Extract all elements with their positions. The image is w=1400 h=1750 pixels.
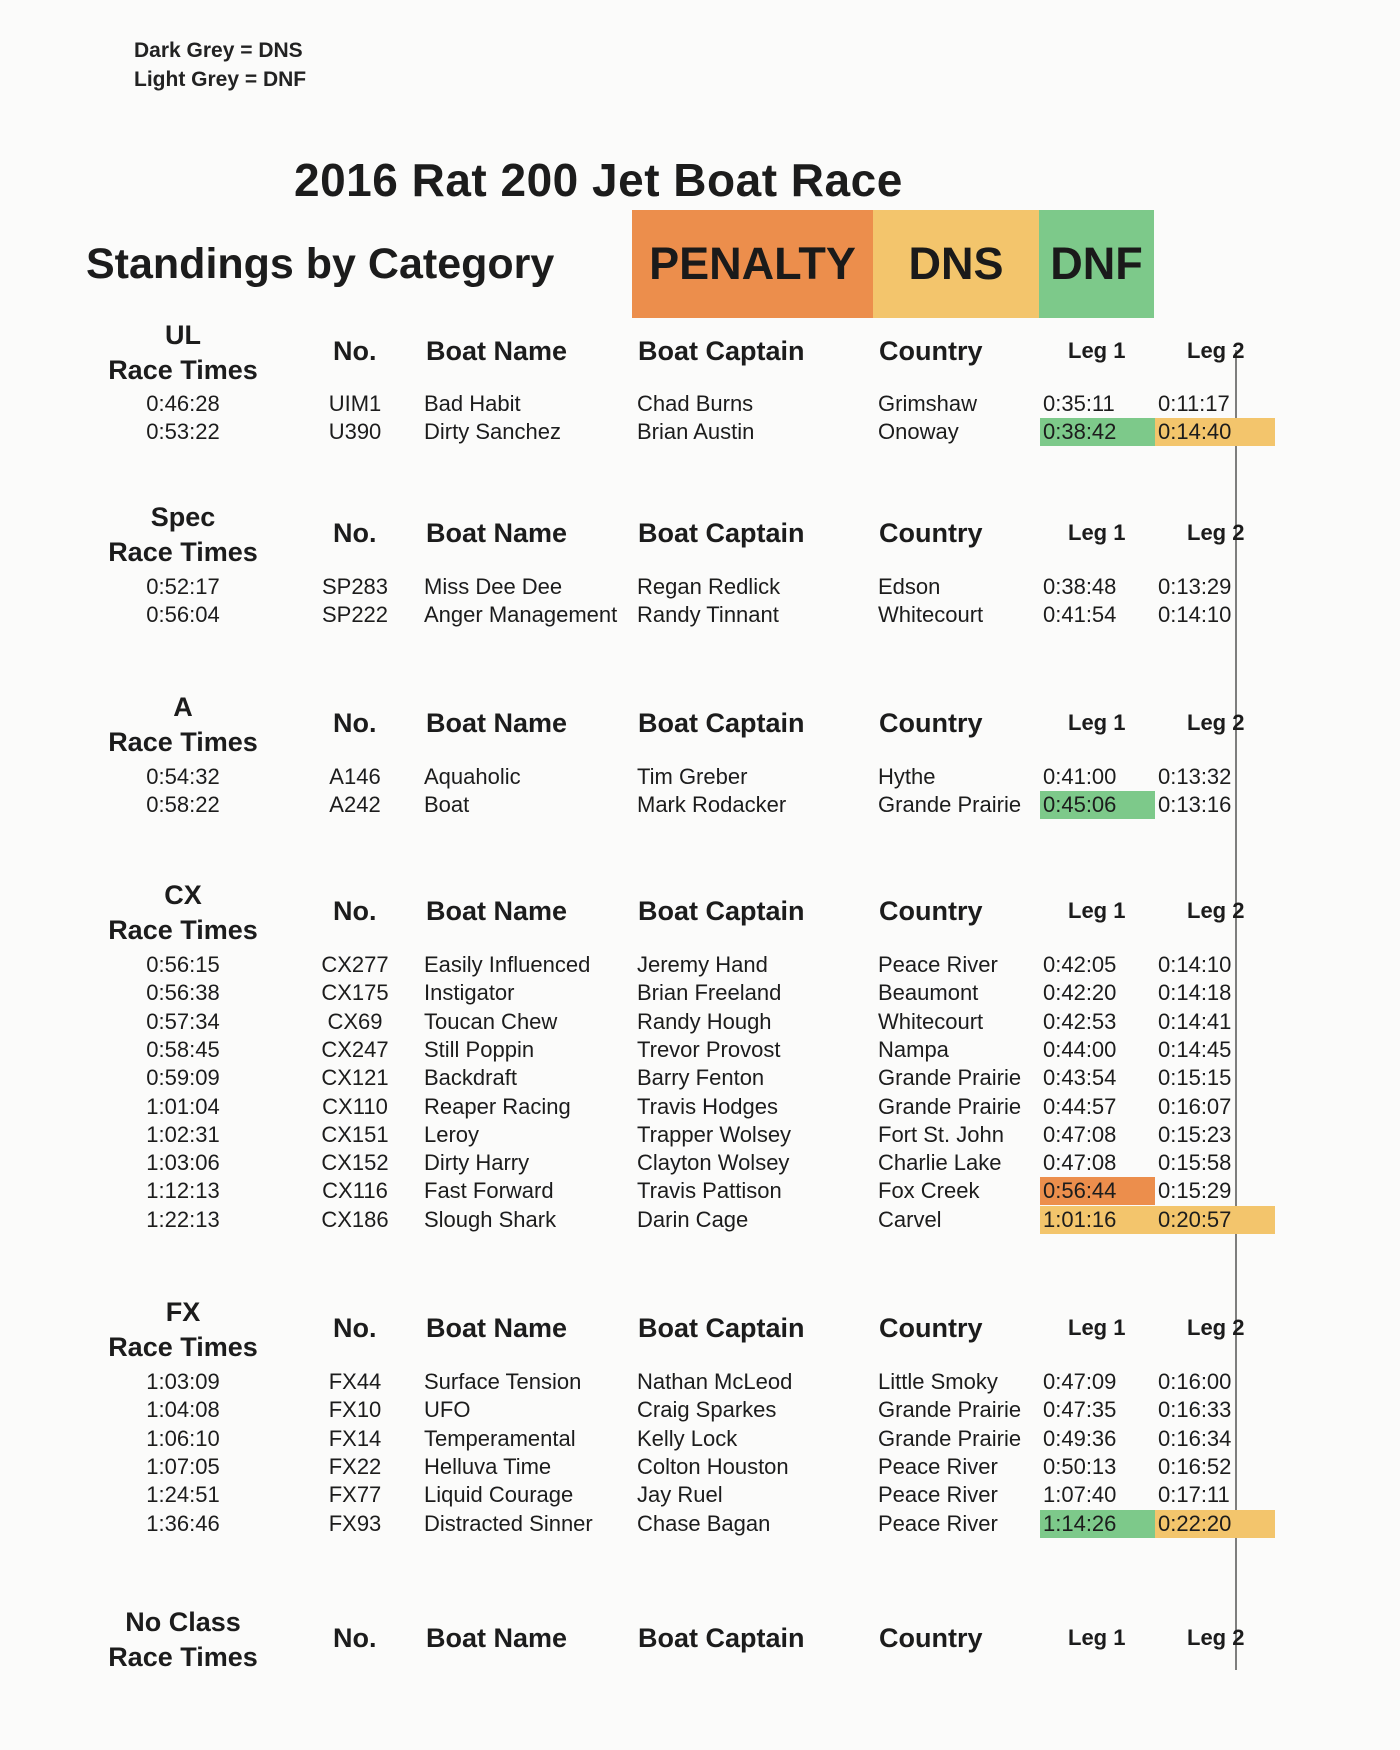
leg-1-time: 0:45:06 — [1040, 791, 1155, 819]
header-boat-name: Boat Name — [426, 1623, 568, 1653]
header-leg-1: Leg 1 — [1068, 1315, 1126, 1340]
key-dnf: DNF — [1039, 210, 1154, 318]
header-no: No. — [333, 518, 377, 548]
header-leg-1: Leg 1 — [1068, 338, 1126, 363]
country: Fort St. John — [878, 1122, 1004, 1147]
country: Peace River — [878, 952, 998, 977]
leg-1-time: 1:14:26 — [1040, 1510, 1155, 1538]
leg-2-time: 0:20:57 — [1155, 1206, 1275, 1234]
race-time: 1:22:13 — [146, 1207, 220, 1232]
boat-captain: Brian Austin — [637, 419, 755, 444]
boat-name: Helluva Time — [424, 1454, 552, 1479]
header-country: Country — [879, 708, 983, 738]
header-boat-name: Boat Name — [426, 896, 568, 926]
leg-2-time: 0:11:17 — [1158, 391, 1230, 416]
category-name: A — [173, 692, 193, 722]
header-leg-2: Leg 2 — [1187, 520, 1245, 545]
leg-1-time: 0:47:35 — [1043, 1397, 1117, 1422]
legend-note — [134, 36, 306, 94]
boat-number: U390 — [328, 419, 382, 444]
leg-2-time: 0:15:58 — [1158, 1150, 1232, 1175]
header-boat-name: Boat Name — [426, 1313, 568, 1343]
boat-number: FX14 — [328, 1426, 382, 1451]
table-row — [0, 1036, 1400, 1064]
country: Carvel — [878, 1207, 942, 1232]
header-no: No. — [333, 1623, 377, 1653]
table-row — [0, 1121, 1400, 1149]
header-country: Country — [879, 896, 983, 926]
boat-name: Bad Habit — [424, 391, 521, 416]
header-boat-captain: Boat Captain — [638, 1623, 805, 1653]
country: Grande Prairie — [878, 792, 1022, 817]
leg-2-time: 0:14:10 — [1158, 952, 1232, 977]
race-time: 0:53:22 — [146, 419, 220, 444]
country: Whitecourt — [878, 602, 984, 627]
race-time: 0:56:38 — [146, 980, 220, 1005]
table-row — [0, 573, 1400, 601]
leg-2-time: 0:13:29 — [1158, 574, 1232, 599]
table-row — [0, 1453, 1400, 1481]
category-name: No Class — [125, 1607, 241, 1637]
legend-note-dns: Dark Grey = DNS — [134, 39, 303, 62]
boat-captain: Chad Burns — [637, 391, 754, 416]
leg-1-time: 0:47:09 — [1043, 1369, 1117, 1394]
boat-captain: Kelly Lock — [637, 1426, 738, 1451]
table-row — [0, 1177, 1400, 1205]
header-leg-1: Leg 1 — [1068, 710, 1126, 735]
race-time: 0:56:15 — [146, 952, 220, 977]
boat-number: FX22 — [328, 1454, 382, 1479]
country: Beaumont — [878, 980, 979, 1005]
header-leg-2: Leg 2 — [1187, 1315, 1245, 1340]
boat-captain: Brian Freeland — [637, 980, 782, 1005]
leg-1-time: 0:44:57 — [1043, 1094, 1117, 1119]
boat-captain: Craig Sparkes — [637, 1397, 777, 1422]
boat-number: UIM1 — [328, 391, 382, 416]
race-times-label: Race Times — [108, 355, 258, 385]
boat-name: Dirty Sanchez — [424, 419, 561, 444]
country: Grande Prairie — [878, 1094, 1022, 1119]
boat-captain: Regan Redlick — [637, 574, 781, 599]
leg-2-time: 0:13:16 — [1158, 792, 1232, 817]
boat-name: Dirty Harry — [424, 1150, 530, 1175]
boat-name: Fast Forward — [424, 1178, 554, 1203]
header-country: Country — [879, 518, 983, 548]
header-boat-captain: Boat Captain — [638, 336, 805, 366]
legend-note-dnf: Light Grey = DNF — [134, 68, 307, 91]
table-row — [0, 1064, 1400, 1092]
race-time: 1:03:06 — [146, 1150, 220, 1175]
category-label — [90, 1295, 276, 1365]
category-label — [90, 500, 276, 570]
header-no: No. — [333, 1313, 377, 1343]
boat-name: Miss Dee Dee — [424, 574, 563, 599]
header-boat-captain: Boat Captain — [638, 896, 805, 926]
header-boat-name: Boat Name — [426, 336, 568, 366]
leg-1-time: 0:42:20 — [1043, 980, 1117, 1005]
leg-2-time: 0:16:33 — [1158, 1397, 1232, 1422]
leg-2-time: 0:15:29 — [1158, 1178, 1232, 1203]
category-label — [90, 690, 276, 760]
race-time: 1:36:46 — [146, 1511, 220, 1536]
leg-1-time: 0:47:08 — [1043, 1150, 1117, 1175]
leg-1-time: 0:41:54 — [1043, 602, 1117, 627]
header-leg-2: Leg 2 — [1187, 338, 1245, 363]
boat-captain: Barry Fenton — [637, 1065, 765, 1090]
boat-name: Toucan Chew — [424, 1009, 558, 1034]
race-time: 1:07:05 — [146, 1454, 220, 1479]
table-row — [0, 601, 1400, 629]
boat-number: CX175 — [321, 980, 389, 1005]
category-label — [90, 318, 276, 388]
boat-name: Slough Shark — [424, 1207, 557, 1232]
leg-1-time: 0:56:44 — [1040, 1177, 1155, 1205]
leg-1-time: 0:44:00 — [1043, 1037, 1117, 1062]
leg-2-time: 0:14:10 — [1158, 602, 1232, 627]
boat-name: Liquid Courage — [424, 1482, 574, 1507]
country: Little Smoky — [878, 1369, 998, 1394]
key-dns: DNS — [873, 210, 1039, 318]
header-no: No. — [333, 336, 377, 366]
table-row — [0, 951, 1400, 979]
country: Charlie Lake — [878, 1150, 1002, 1175]
leg-2-time: 0:14:18 — [1158, 980, 1232, 1005]
race-times-label: Race Times — [108, 915, 258, 945]
header-no: No. — [333, 896, 377, 926]
table-row — [0, 1206, 1400, 1234]
leg-1-time: 0:38:42 — [1040, 418, 1155, 446]
race-time: 1:03:09 — [146, 1369, 220, 1394]
country: Fox Creek — [878, 1178, 980, 1203]
race-time: 0:52:17 — [146, 574, 220, 599]
leg-2-time: 0:16:07 — [1158, 1094, 1232, 1119]
boat-name: UFO — [424, 1397, 471, 1422]
page-subtitle: Standings by Category — [86, 240, 555, 288]
race-time: 0:58:22 — [146, 792, 220, 817]
leg-2-time: 0:14:41 — [1158, 1009, 1232, 1034]
country: Grimshaw — [878, 391, 978, 416]
header-boat-captain: Boat Captain — [638, 1313, 805, 1343]
race-times-label: Race Times — [108, 1332, 258, 1362]
boat-name: Boat — [424, 792, 470, 817]
race-time: 1:04:08 — [146, 1397, 220, 1422]
boat-captain: Darin Cage — [637, 1207, 749, 1232]
leg-1-time: 0:35:11 — [1043, 391, 1115, 416]
boat-number: FX77 — [328, 1482, 382, 1507]
header-boat-captain: Boat Captain — [638, 708, 805, 738]
boat-number: FX93 — [328, 1511, 382, 1536]
race-times-label: Race Times — [108, 1642, 258, 1672]
table-row — [0, 1396, 1400, 1424]
header-country: Country — [879, 336, 983, 366]
boat-number: CX247 — [321, 1037, 389, 1062]
table-row — [0, 1510, 1400, 1538]
boat-number: CX69 — [327, 1009, 383, 1034]
boat-number: SP222 — [321, 602, 389, 627]
race-time: 1:24:51 — [146, 1482, 220, 1507]
leg-2-time: 0:15:23 — [1158, 1122, 1232, 1147]
race-time: 0:54:32 — [146, 764, 220, 789]
table-row — [0, 1149, 1400, 1177]
header-boat-name: Boat Name — [426, 518, 568, 548]
country: Hythe — [878, 764, 936, 789]
leg-1-time: 0:49:36 — [1043, 1426, 1117, 1451]
boat-number: CX152 — [321, 1150, 389, 1175]
race-time: 1:12:13 — [146, 1178, 220, 1203]
leg-2-time: 0:14:40 — [1155, 418, 1275, 446]
leg-2-time: 0:16:00 — [1158, 1369, 1232, 1394]
boat-captain: Travis Hodges — [637, 1094, 779, 1119]
boat-captain: Randy Hough — [637, 1009, 772, 1034]
boat-number: A146 — [329, 764, 381, 789]
boat-name: Anger Management — [424, 602, 618, 627]
boat-name: Still Poppin — [424, 1037, 535, 1062]
table-row — [0, 763, 1400, 791]
boat-number: CX186 — [321, 1207, 389, 1232]
header-boat-captain: Boat Captain — [638, 518, 805, 548]
category-name: CX — [164, 880, 202, 910]
leg-1-time: 0:41:00 — [1043, 764, 1117, 789]
key-penalty: PENALTY — [632, 210, 873, 318]
boat-captain: Tim Greber — [637, 764, 748, 789]
boat-captain: Chase Bagan — [637, 1511, 771, 1536]
table-row — [0, 1368, 1400, 1396]
table-row — [0, 1481, 1400, 1509]
boat-number: CX116 — [322, 1178, 388, 1203]
header-no: No. — [333, 708, 377, 738]
boat-number: CX121 — [321, 1065, 389, 1090]
header-country: Country — [879, 1623, 983, 1653]
header-leg-2: Leg 2 — [1187, 1625, 1245, 1650]
race-time: 0:57:34 — [146, 1009, 220, 1034]
leg-1-time: 1:01:16 — [1040, 1206, 1155, 1234]
boat-captain: Mark Rodacker — [637, 792, 787, 817]
table-row — [0, 1093, 1400, 1121]
boat-number: CX277 — [321, 952, 389, 977]
leg-1-time: 0:47:08 — [1043, 1122, 1117, 1147]
country: Grande Prairie — [878, 1065, 1022, 1090]
leg-1-time: 0:42:05 — [1043, 952, 1117, 977]
country: Onoway — [878, 419, 959, 444]
table-row — [0, 390, 1400, 418]
race-time: 1:06:10 — [146, 1426, 220, 1451]
country: Whitecourt — [878, 1009, 984, 1034]
race-times-label: Race Times — [108, 537, 258, 567]
leg-2-time: 0:15:15 — [1158, 1065, 1232, 1090]
table-row — [0, 979, 1400, 1007]
leg-1-time: 1:07:40 — [1043, 1482, 1117, 1507]
race-time: 1:01:04 — [146, 1094, 220, 1119]
country: Grande Prairie — [878, 1397, 1022, 1422]
boat-name: Reaper Racing — [424, 1094, 571, 1119]
category-name: Spec — [150, 502, 216, 532]
boat-number: CX151 — [321, 1122, 389, 1147]
page-title: 2016 Rat 200 Jet Boat Race — [294, 154, 903, 206]
boat-captain: Nathan McLeod — [637, 1369, 793, 1394]
leg-2-time: 0:14:45 — [1158, 1037, 1232, 1062]
boat-number: FX44 — [328, 1369, 382, 1394]
boat-name: Surface Tension — [424, 1369, 582, 1394]
boat-number: FX10 — [328, 1397, 382, 1422]
category-label — [90, 1605, 276, 1675]
boat-name: Easily Influenced — [424, 952, 591, 977]
leg-1-time: 0:50:13 — [1043, 1454, 1117, 1479]
country: Nampa — [878, 1037, 949, 1062]
category-name: UL — [165, 320, 201, 350]
race-time: 0:56:04 — [146, 602, 220, 627]
boat-captain: Clayton Wolsey — [637, 1150, 790, 1175]
boat-captain: Trevor Provost — [637, 1037, 781, 1062]
leg-2-time: 0:16:34 — [1158, 1426, 1232, 1451]
boat-name: Temperamental — [424, 1426, 576, 1451]
country: Peace River — [878, 1454, 998, 1479]
leg-1-time: 0:42:53 — [1043, 1009, 1117, 1034]
boat-captain: Jay Ruel — [637, 1482, 723, 1507]
header-boat-name: Boat Name — [426, 708, 568, 738]
boat-captain: Jeremy Hand — [637, 952, 768, 977]
category-name: FX — [165, 1297, 201, 1327]
boat-name: Leroy — [424, 1122, 480, 1147]
boat-name: Backdraft — [424, 1065, 517, 1090]
table-row — [0, 791, 1400, 819]
boat-number: SP283 — [321, 574, 389, 599]
category-label — [90, 878, 276, 948]
boat-number: CX110 — [322, 1094, 388, 1119]
race-times-label: Race Times — [108, 727, 258, 757]
header-leg-1: Leg 1 — [1068, 898, 1126, 923]
leg-2-time: 0:22:20 — [1155, 1510, 1275, 1538]
boat-name: Aquaholic — [424, 764, 521, 789]
race-time: 0:58:45 — [146, 1037, 220, 1062]
leg-1-time: 0:38:48 — [1043, 574, 1117, 599]
leg-1-time: 0:43:54 — [1043, 1065, 1117, 1090]
boat-captain: Colton Houston — [637, 1454, 789, 1479]
boat-captain: Trapper Wolsey — [637, 1122, 792, 1147]
leg-2-time: 0:13:32 — [1158, 764, 1232, 789]
country: Grande Prairie — [878, 1426, 1022, 1451]
table-row — [0, 1425, 1400, 1453]
country: Edson — [878, 574, 941, 599]
race-time: 1:02:31 — [146, 1122, 220, 1147]
race-time: 0:59:09 — [146, 1065, 220, 1090]
country: Peace River — [878, 1511, 998, 1536]
boat-name: Distracted Sinner — [424, 1511, 593, 1536]
header-leg-2: Leg 2 — [1187, 710, 1245, 735]
boat-captain: Randy Tinnant — [637, 602, 779, 627]
country: Peace River — [878, 1482, 998, 1507]
table-row — [0, 418, 1400, 446]
table-row — [0, 1008, 1400, 1036]
header-country: Country — [879, 1313, 983, 1343]
boat-name: Instigator — [424, 980, 515, 1005]
boat-number: A242 — [329, 792, 381, 817]
boat-captain: Travis Pattison — [637, 1178, 782, 1203]
leg-2-time: 0:16:52 — [1158, 1454, 1232, 1479]
header-leg-1: Leg 1 — [1068, 520, 1126, 545]
race-time: 0:46:28 — [146, 391, 220, 416]
leg-2-time: 0:17:11 — [1158, 1482, 1230, 1507]
header-leg-2: Leg 2 — [1187, 898, 1245, 923]
header-leg-1: Leg 1 — [1068, 1625, 1126, 1650]
